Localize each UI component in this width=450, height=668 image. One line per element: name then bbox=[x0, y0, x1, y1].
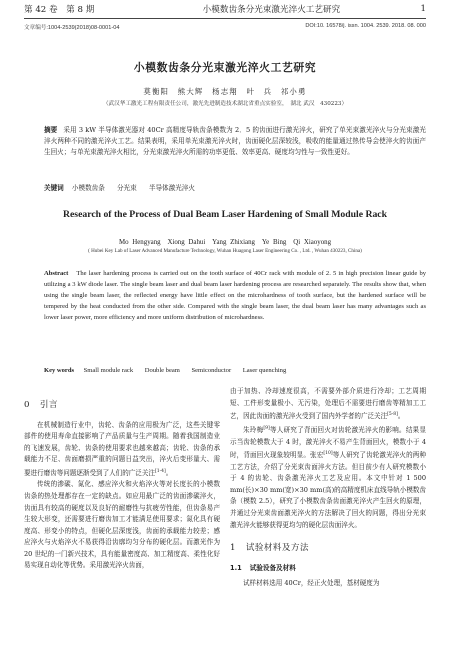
article-number: 文章编号:1004-2539(2018)08-0001-04 bbox=[24, 25, 120, 31]
keywords-label-chinese: 关键词 bbox=[44, 184, 64, 192]
doi: DOI:10. 16578/j. issn. 1004. 2539. 2018. 08. 000 bbox=[305, 23, 426, 29]
abstract-chinese bbox=[44, 125, 426, 159]
paragraph-text: 朱玲梅 bbox=[243, 425, 264, 434]
abstract-label-english: Abstract bbox=[44, 270, 69, 277]
section-title: 引言 bbox=[39, 400, 58, 410]
section-title: 试验材料及方法 bbox=[245, 543, 309, 554]
body-paragraph bbox=[230, 386, 426, 423]
section-number: 1 bbox=[230, 543, 236, 554]
paragraph-text: 在机械制造行业中，齿轮、齿条的应用极为广泛，这些关键零部件的使用寿命直接影响了产品质量与生产周期。随着我国制造业的飞速发展，齿轮、齿条的使用要求也越来越高；齿轮、齿条的承载能力不足、齿面磨损严重的问题日益突出，淬火后变形量大、需要进行磨齿等问题逐渐受到了人们的广泛关注 bbox=[24, 420, 220, 477]
body-paragraph bbox=[230, 423, 426, 531]
authors-english: Mo Hengyang Xiong Dahui Yang Zhixiang Ye Bing Qi Xiaoyong bbox=[118, 239, 332, 246]
body-paragraph: 试样材料选用 40Cr，经正火处理，基材硬度为 bbox=[243, 579, 380, 588]
citation: [9] bbox=[263, 425, 270, 431]
abstract-english bbox=[44, 268, 426, 323]
journal-name: 小模数齿条分光束激光淬火工艺研究 bbox=[202, 5, 341, 15]
body-paragraph: 传统的渗碳、氮化、感应淬火和火焰淬火等对长度长的小模数齿条的热处理都存在一定的缺点。如应用最广泛的齿面渗碳淬火，齿面具有较高的硬度以及良好的耐磨性与抗疲劳性能，但齿条易产生较大形变，还需要进行磨齿加工才能满足使用要求；氮化具有硬度高、形变小的特点，但硬化层深度浅，齿面的承载能力较差；感应淬火与火焰淬火不易获得沿齿廓均匀分布的硬化层。而激光作为 20 世纪的一门新兴技术，具有能量密度高、加工精度高、柔性化好易实现自动化等优势。采用激光淬火齿面， bbox=[24, 480, 220, 570]
keyword-english: Semiconductor bbox=[191, 367, 232, 374]
citation: [5-8] bbox=[387, 412, 398, 418]
paragraph-text: 。 bbox=[165, 468, 173, 477]
page-number: 1 bbox=[420, 4, 426, 14]
abstract-text-english: The laser hardening process is carried out on the tooth surface of 40Cr rack with module of 2. 5 in high precision linear guide by utilizing a 3 kW diode laser. The single beam laser and dual beam laser hardening process are researched separately. The results show that, when using the single beam laser, the reflected energy have little effect on the microhardness of tooth surface, but the hardened surface will be tempered by the heat conducted from the other side. Compared with the single beam laser, the dual beam laser has many advantages such as lower laser power, more efficiency and more uniform distribution of microhardness. bbox=[44, 270, 426, 322]
article-meta bbox=[24, 23, 426, 31]
body-paragraph bbox=[24, 420, 220, 480]
keywords-english bbox=[44, 367, 426, 374]
keywords-label-english: Key words bbox=[44, 367, 75, 374]
subsection-heading bbox=[230, 563, 426, 575]
title-chinese: 小模数齿条分光束激光淬火工艺研究 bbox=[133, 61, 317, 74]
paragraph-text: 。 bbox=[397, 412, 405, 421]
keyword-english: Small module rack bbox=[83, 367, 134, 374]
section-number: 0 bbox=[24, 400, 30, 410]
citation: [10] bbox=[323, 451, 333, 457]
paragraph-text: 等人研究了齿轮激光淬火的两种工艺方法，介绍了分光束齿面淬火方法。但目前少有人研究模数小于 4 的齿轮、齿条激光淬火工艺及应用。本文中针对 1 500 mm(长)×30 mm(宽)×30 mm(高)的高精度机床直线导轨小模数齿条（模数 2.5），研究了小模数齿条齿面激光淬火产生回火的原理，并通过分光束齿面激光淬火的方法解决了回火的问题，得出分光束激光淬火能够获得更均匀的硬化层齿面淬火。 bbox=[230, 451, 426, 529]
paragraph-text: 由于加热、冷却速度很高，不需要外部介质进行冷却；工艺周期短、工件形变量极小、无污染，处理后不需要进行磨齿等精加工工艺，因此齿面的激光淬火受到了国内外学者的广泛关注 bbox=[230, 387, 426, 421]
keyword-chinese: 小模数齿条 bbox=[71, 184, 105, 192]
running-head bbox=[24, 3, 426, 19]
keywords-chinese bbox=[44, 182, 426, 192]
abstract-text-chinese: 采用 3 kW 半导体激光器对 40Cr 高精度导轨齿条模数为 2．5 的齿面进行激光淬火，研究了单光束激光淬火与分光束激光淬火两种不同的激光淬火工艺。结果表明，采用单光束激光淬火时，齿面硬化层深较浅，吸收的能量通过热传导会使淬火的齿面产生回火；与单光束激光淬火相比，分光束激光淬火所需的功率更低、效率更高、硬度均匀性与一致性更好。 bbox=[44, 126, 427, 157]
title-english: Research of the Process of Dual Beam Laser Hardening of Small Module Rack bbox=[63, 209, 387, 220]
citation: [1-4] bbox=[154, 468, 166, 474]
paragraph-text: 等人研究了背面回火对齿轮激光淬火的影响。结果显示当齿轮模数大于 4 时，激光淬火不易产生背面回火，模数小于 4 时，背面回火现象较明显。张宏 bbox=[230, 425, 426, 460]
keyword-chinese: 分光束 bbox=[116, 184, 137, 192]
authors-chinese: 莫衡阳 熊大辉 杨志翔 叶 兵 祁小勇 bbox=[143, 87, 307, 96]
keyword-english: Double beam bbox=[144, 367, 180, 374]
affiliation-english: ( Hubei Key Lab of Laser Advanced Manufacture Technology, Wuhan Huagong Laser Engineering Co. , Ltd. , Wuhan 430223, China) bbox=[88, 248, 362, 254]
keyword-english: Laser quenching bbox=[242, 367, 287, 374]
keyword-chinese: 半导体激光淬火 bbox=[148, 184, 196, 192]
affiliation-chinese: （武汉华工激光工程有限责任公司，激光先进制造技术湖北省重点实验室， 湖北 武汉 430223） bbox=[102, 101, 348, 107]
abstract-label-chinese: 摘要 bbox=[44, 126, 58, 134]
body-column-left bbox=[24, 386, 220, 572]
body-column-right bbox=[230, 386, 426, 590]
subsection-title: 试验设备及材料 bbox=[249, 563, 296, 572]
subsection-number: 1.1 bbox=[230, 563, 242, 572]
section-heading-materials bbox=[230, 543, 426, 555]
section-heading-introduction bbox=[24, 400, 220, 412]
volume-issue: 第 42 卷 第 8 期 bbox=[24, 5, 95, 15]
